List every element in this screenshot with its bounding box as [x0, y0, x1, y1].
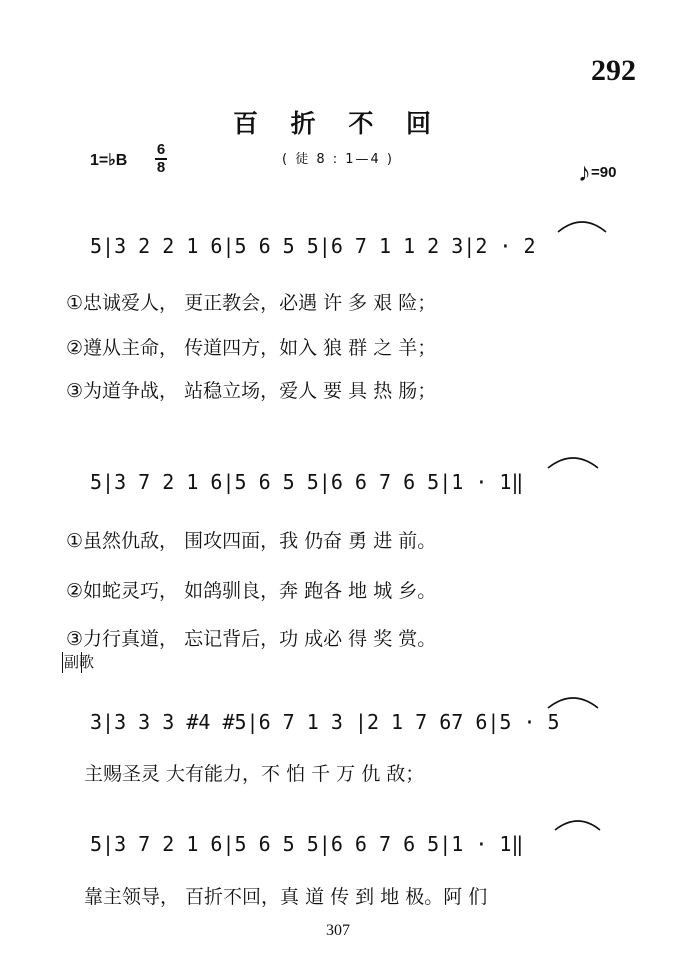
eighth-note-icon: ♪ [578, 157, 591, 187]
lyric-line-4: 靠主领导， 百折不回，真 道 传 到 地 极。阿 们 [84, 886, 488, 908]
lyric-line-1-verse-3: ③为道争战， 站稳立场，爱人 要 具 热 肠； [66, 380, 437, 402]
lyric-line-3: 主赐圣灵 大有能力，不 怕 千 万 仇 敌； [84, 763, 425, 785]
hymn-title: 百 折 不 回 [232, 109, 444, 138]
lyric-line-2-verse-1: ①虽然仇敌， 围攻四面，我 仍奋 勇 进 前。 [66, 530, 437, 552]
page-number: 307 [326, 922, 350, 939]
notation-line-3: 3|3 3 3 #4 #5|6 7 1 3 |2 1 7 67 6|5 · 5 [90, 710, 560, 734]
lyric-line-1-verse-2: ②遵从主命， 传道四方，如入 狼 群 之 羊； [66, 337, 437, 359]
hymn-number: 292 [591, 54, 636, 87]
key-signature: 1=♭B [90, 152, 128, 169]
chorus-label: 副歌 [64, 653, 95, 671]
tempo-value: =90 [591, 164, 617, 181]
notation-line-4: 5|3 7 2 1 6|5 6 5 5|6 6 7 6 5|1 · 1‖ [90, 832, 524, 856]
notation-line-2: 5|3 7 2 1 6|5 6 5 5|6 6 7 6 5|1 · 1‖ [90, 470, 524, 494]
notation-line-1: 5|3 2 2 1 6|5 6 5 5|6 7 1 1 2 3|2 · 2 [90, 234, 536, 258]
scripture-reference: ( 徒 8 : 1—4 ) [282, 152, 394, 167]
time-numerator: 6 [156, 141, 166, 158]
lyric-line-2-verse-2: ②如蛇灵巧， 如鸽驯良，奔 跑各 地 城 乡。 [66, 580, 437, 602]
time-denominator: 8 [156, 159, 166, 176]
lyric-line-2-verse-3: ③力行真道， 忘记背后，功 成必 得 奖 赏。 [66, 628, 437, 650]
lyric-line-1-verse-1: ①忠诚爱人， 更正教会，必遇 许 多 艰 险； [66, 292, 437, 314]
